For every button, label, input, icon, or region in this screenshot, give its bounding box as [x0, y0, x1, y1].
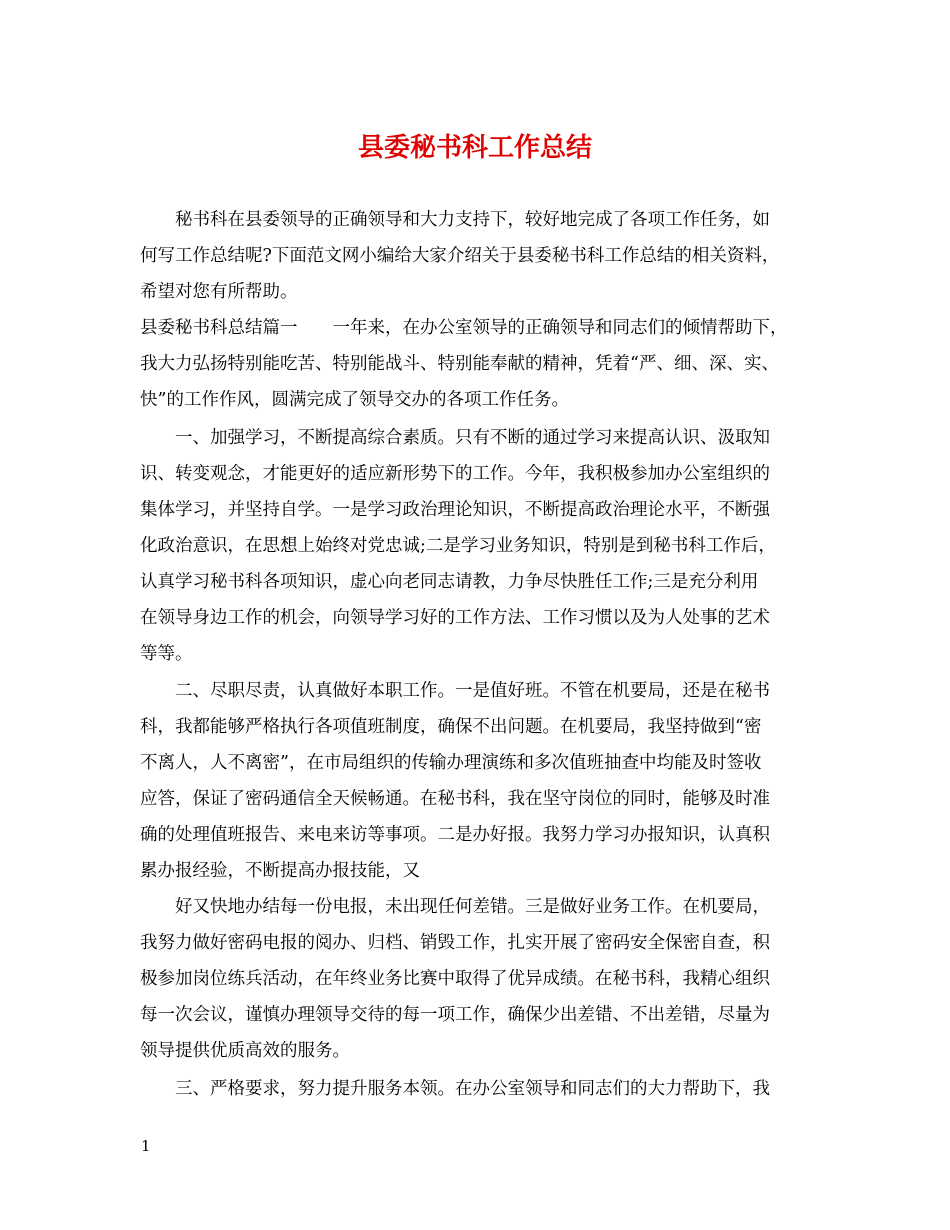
body-line: 化政治意识，在思想上始终对党忠诚;二是学习业务知识，特别是到秘书科工作后， [140, 536, 776, 556]
body-line: 确的处理值班报告、来电来访等事项。二是办好报。我努力学习办报知识，认真积 [140, 825, 770, 845]
body-line: 何写工作总结呢?下面范文网小编给大家介绍关于县委秘书科工作总结的相关资料， [140, 246, 780, 266]
body-line: 一、加强学习，不断提高综合素质。只有不断的通过学习来提高认识、汲取知 [140, 428, 770, 448]
body-line: 二、尽职尽责，认真做好本职工作。一是值好班。不管在机要局，还是在秘书 [140, 681, 770, 701]
body-line: 希望对您有所帮助。 [140, 282, 298, 302]
body-line: 科，我都能够严格执行各项值班制度，确保不出问题。在机要局，我坚持做到“密 [140, 717, 762, 737]
body-line: 在领导身边工作的机会，向领导学习好的工作方法、工作习惯以及为人处事的艺术 [140, 608, 770, 628]
body-line: 领导提供优质高效的服务。 [140, 1041, 350, 1061]
body-line: 不离人，人不离密”，在市局组织的传输办理演练和多次值班抽查中均能及时签收 [140, 753, 762, 773]
body-line: 应答，保证了密码通信全天候畅通。在秘书科，我在坚守岗位的同时，能够及时准 [140, 789, 770, 809]
body-line: 集体学习，并坚持自学。一是学习政治理论知识，不断提高政治理论水平，不断强 [140, 500, 770, 520]
body-line: 极参加岗位练兵活动，在年终业务比赛中取得了优异成绩。在秘书科，我精心组织 [140, 969, 770, 989]
body-line: 县委秘书科总结篇一 一年来，在办公室领导的正确领导和同志们的倾情帮助下， [140, 318, 788, 338]
body-line: 每一次会议，谨慎办理领导交待的每一项工作，确保少出差错、不出差错，尽量为 [140, 1005, 770, 1025]
body-line: 我努力做好密码电报的阅办、归档、销毁工作，扎实开展了密码安全保密自查，积 [140, 933, 770, 953]
body-line: 认真学习秘书科各项知识，虚心向老同志请教，力争尽快胜任工作;三是充分利用 [140, 572, 759, 592]
page-number: 1 [141, 1137, 151, 1155]
body-line: 等等。 [140, 644, 193, 664]
body-line: 累办报经验，不断提高办报技能，又 [140, 861, 420, 881]
body-line: 我大力弘扬特别能吃苦、特别能战斗、特别能奉献的精神，凭着“严、细、深、实、 [140, 354, 779, 374]
document-title: 县委秘书科工作总结 [357, 133, 592, 163]
body-line: 秘书科在县委领导的正确领导和大力支持下，较好地完成了各项工作任务，如 [140, 210, 770, 230]
body-line: 快”的工作作风，圆满完成了领导交办的各项工作任务。 [140, 390, 569, 410]
body-line: 三、严格要求，努力提升服务本领。在办公室领导和同志们的大力帮助下，我 [140, 1079, 770, 1099]
body-line: 识、转变观念，才能更好的适应新形势下的工作。今年，我积极参加办公室组织的 [140, 464, 770, 484]
body-line: 好又快地办结每一份电报，未出现任何差错。三是做好业务工作。在机要局， [140, 897, 770, 917]
